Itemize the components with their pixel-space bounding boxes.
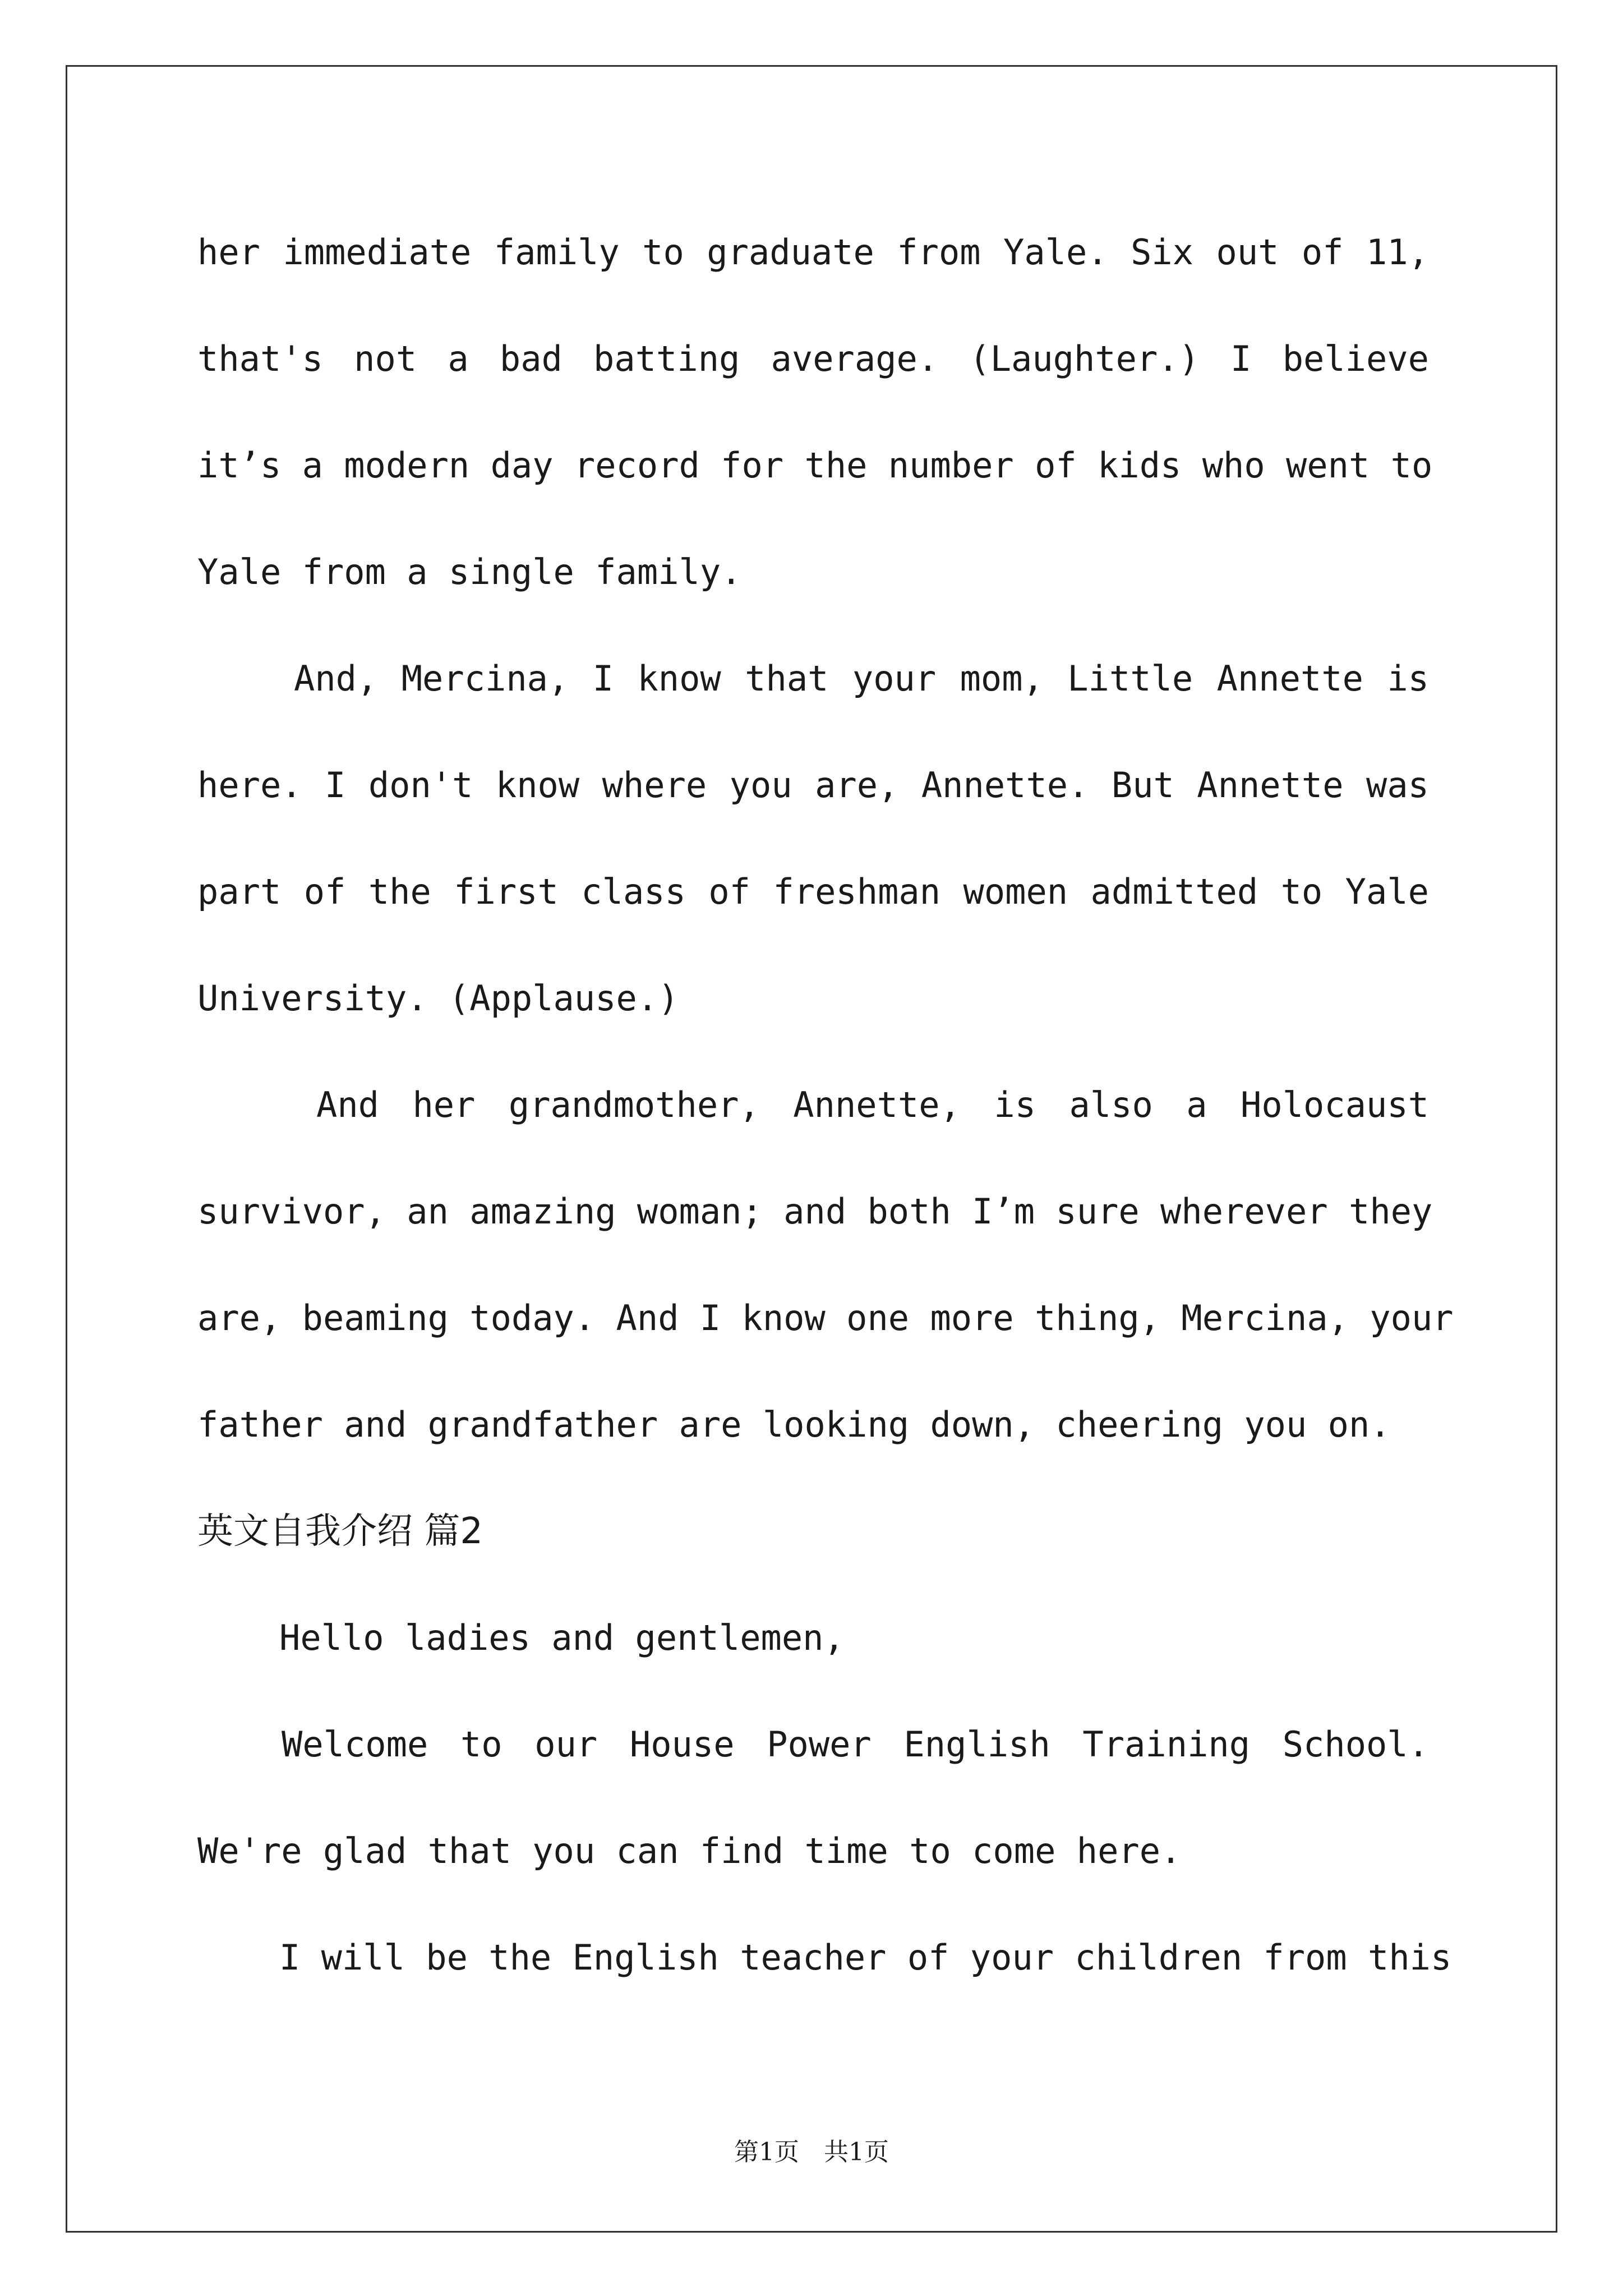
section-heading: 英文自我介绍 篇2 (197, 1511, 483, 1552)
body-line: her immediate family to graduate from Yale. Six out of 11, (197, 232, 1429, 273)
body-line: are, beaming today. And I know one more thing, Mercina, your (197, 1297, 1454, 1338)
greeting-line: Hello ladies and gentlemen, (279, 1617, 845, 1658)
body-line: And her grandmother, Annette, is also a Holocaust (316, 1084, 1429, 1125)
body-line: I will be the English teacher of your children from this (279, 1937, 1452, 1978)
body-line: We're glad that you can find time to come here. (197, 1830, 1182, 1871)
body-line: father and grandfather are looking down, cheering you on. (197, 1404, 1391, 1445)
body-line: University. (Applause.) (197, 978, 679, 1019)
body-line: that's not a bad batting average. (Laughter.) I believe (197, 338, 1429, 379)
body-line: Yale from a single family. (197, 551, 742, 592)
body-line: And, Mercina, I know that your mom, Little Annette is (294, 658, 1429, 699)
body-line: it’s a modern day record for the number of kids who went to (197, 445, 1433, 486)
body-line: Welcome to our House Power English Training School. (282, 1724, 1429, 1765)
body-line: here. I don't know where you are, Annette. But Annette was (197, 765, 1429, 806)
body-line: part of the first class of freshman women admitted to Yale (197, 871, 1429, 912)
document-body (197, 219, 1454, 2031)
page-number-footer: 第1页 共1页 (734, 2138, 889, 2166)
body-line: survivor, an amazing woman; and both I’m sure wherever they (197, 1191, 1433, 1232)
